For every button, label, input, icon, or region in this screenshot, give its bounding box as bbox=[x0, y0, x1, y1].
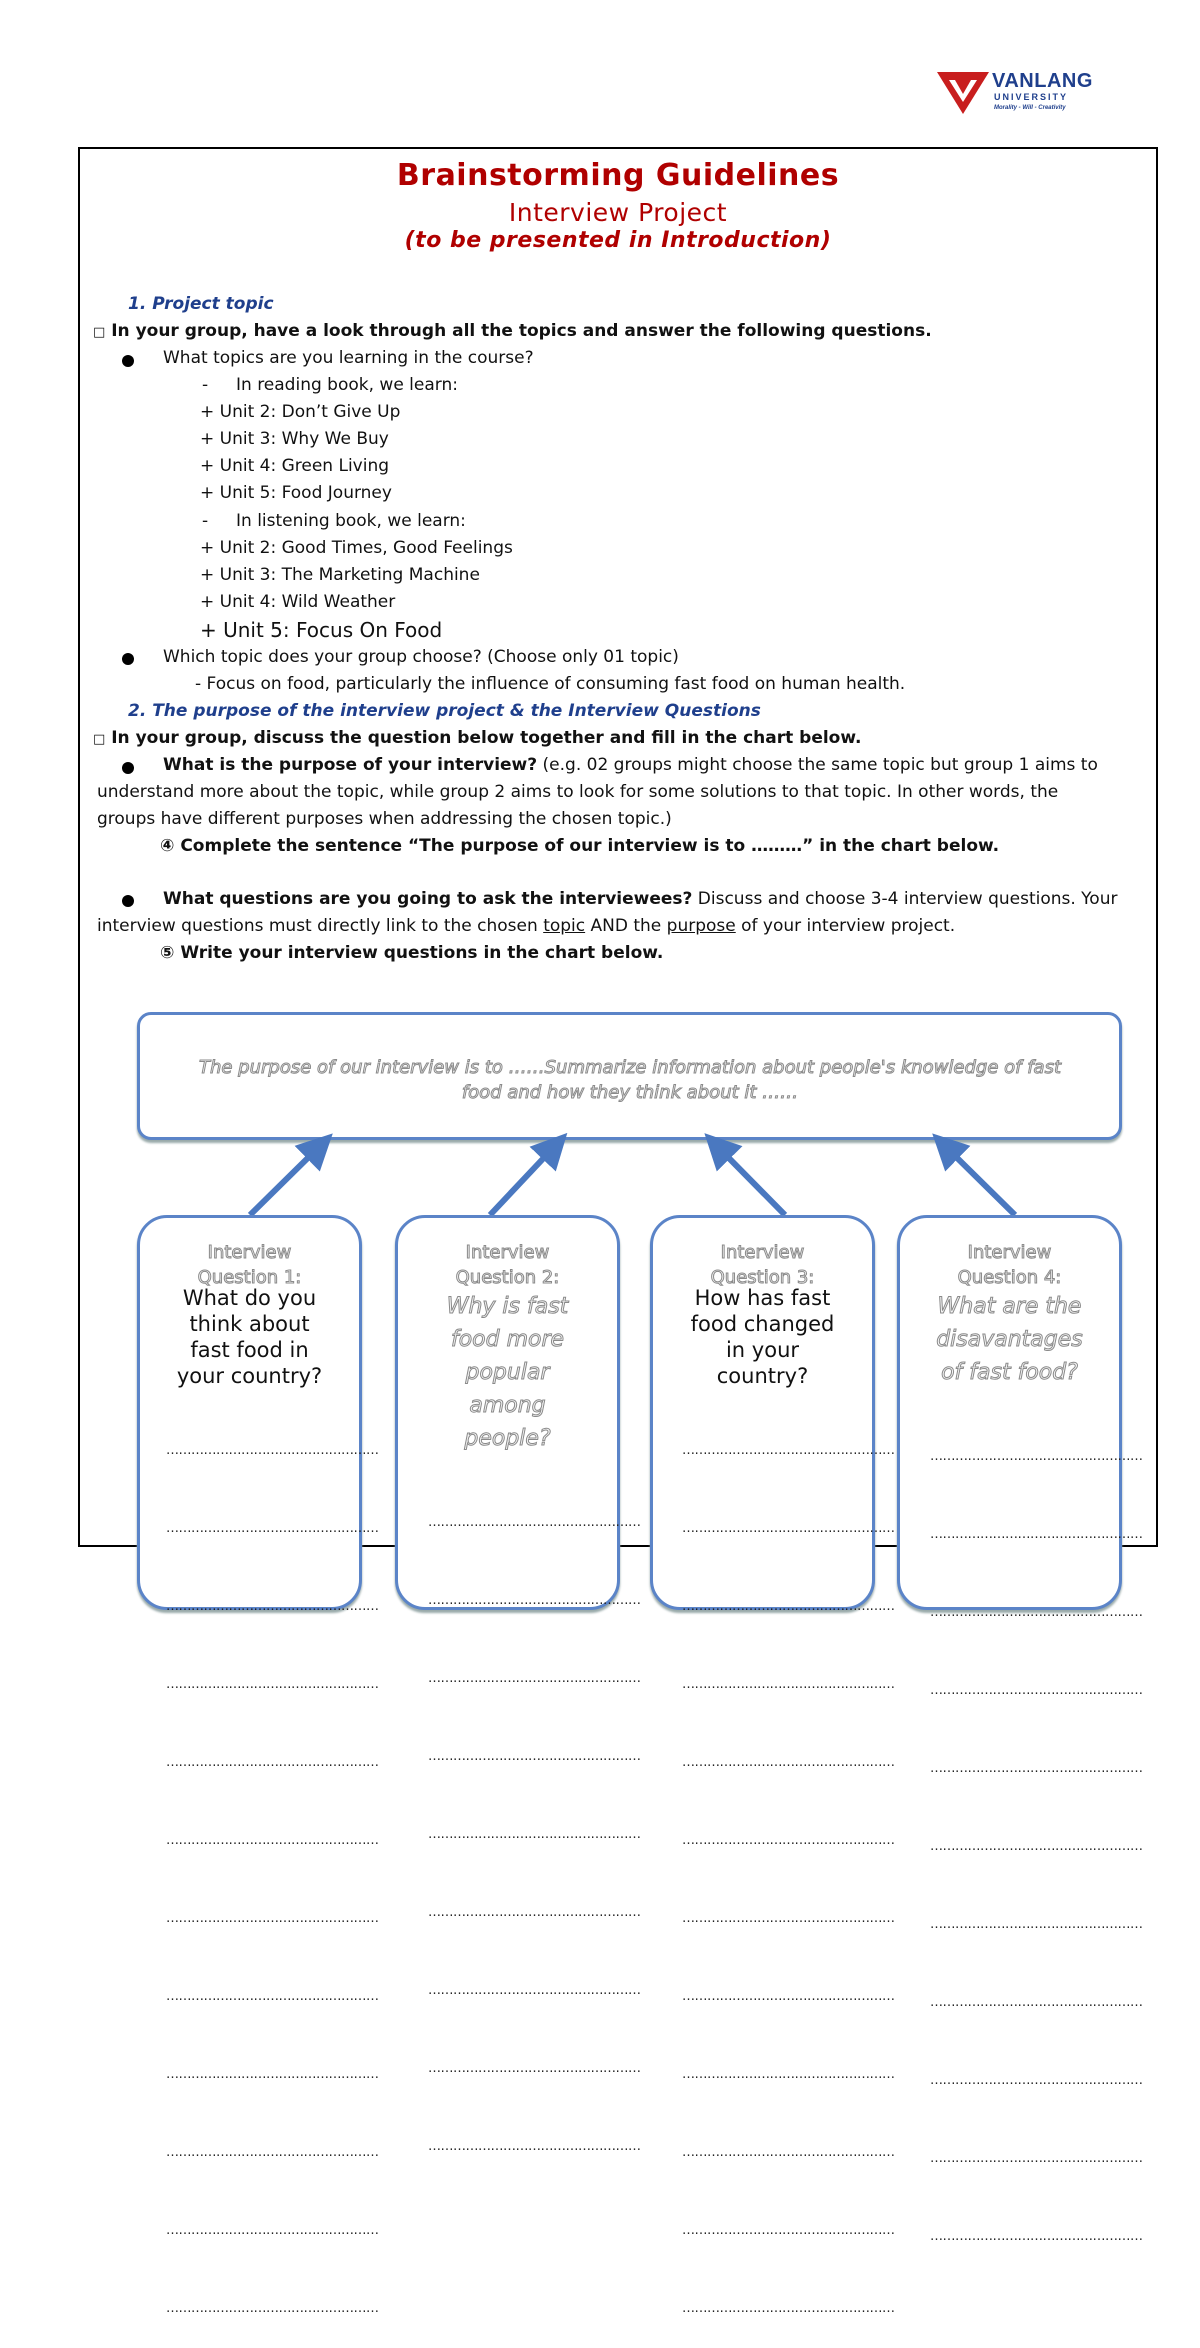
section2-q1-rest: (e.g. 02 groups might choose the same topic but group 1 aims to bbox=[537, 755, 1098, 775]
dot-line: …………………………………………… bbox=[166, 2145, 379, 2160]
dot-line: …………………………………………… bbox=[428, 1515, 641, 1530]
q2-line: Why is fast bbox=[446, 1294, 569, 1319]
q1-line: think about bbox=[189, 1312, 310, 1336]
dot-line: …………………………………………… bbox=[930, 1527, 1143, 1542]
q1-line: What do you bbox=[182, 1286, 317, 1310]
arrow-q1 bbox=[250, 1146, 320, 1215]
dot-line: …………………………………………… bbox=[166, 1677, 379, 1692]
answer-lines-2 bbox=[428, 1458, 641, 2186]
purpose-line2: food and how they think about it …… bbox=[461, 1082, 799, 1103]
dot-line: …………………………………………… bbox=[428, 1983, 641, 1998]
checkbox-icon: □ bbox=[93, 325, 106, 340]
section1-instruction-text: In your group, have a look through all the topics and answer the following questions. bbox=[111, 321, 932, 341]
reading-unit: + Unit 2: Don’t Give Up bbox=[200, 402, 401, 422]
logo-tagline: Morality - Will - Creativity bbox=[994, 105, 1066, 111]
q2-and: AND the bbox=[585, 916, 667, 936]
dot-line: …………………………………………… bbox=[428, 1905, 641, 1920]
dot-line: …………………………………………… bbox=[682, 1599, 895, 1614]
question-3-label bbox=[650, 1240, 875, 1290]
q2-label2: Question 2: bbox=[455, 1267, 560, 1288]
q1-line: fast food in bbox=[190, 1338, 309, 1362]
q3-line: in your bbox=[725, 1338, 800, 1362]
dot-line: …………………………………………… bbox=[930, 2073, 1143, 2088]
section2-heading: 2. The purpose of the interview project & the Interview Questions bbox=[128, 701, 761, 721]
dot-line: …………………………………………… bbox=[682, 2301, 895, 2316]
logo-sub: UNIVERSITY bbox=[994, 92, 1069, 102]
q1-label2: Question 1: bbox=[197, 1267, 302, 1288]
listening-unit: + Unit 2: Good Times, Good Feelings bbox=[200, 538, 513, 558]
arrow-q3 bbox=[717, 1146, 785, 1215]
dot-line: …………………………………………… bbox=[930, 1605, 1143, 1620]
dot-line: …………………………………………… bbox=[166, 1599, 379, 1614]
dot-line: …………………………………………… bbox=[682, 1833, 895, 1848]
q2-label1: Interview bbox=[465, 1242, 550, 1263]
dot-line: …………………………………………… bbox=[682, 1521, 895, 1536]
page-note: (to be presented in Introduction) bbox=[404, 228, 832, 253]
dot-line: …………………………………………… bbox=[682, 2145, 895, 2160]
question-2-label bbox=[395, 1240, 620, 1290]
q3-line: How has fast bbox=[694, 1286, 831, 1310]
arrow-q4 bbox=[945, 1146, 1015, 1215]
dot-line: …………………………………………… bbox=[682, 1443, 895, 1458]
step2-text: Write your interview questions in the chart below. bbox=[180, 943, 664, 963]
page-subtitle: Interview Project bbox=[508, 198, 728, 227]
logo-name: VANLANG bbox=[992, 70, 1093, 92]
question-4-text bbox=[897, 1290, 1122, 1389]
checkbox-icon: □ bbox=[93, 732, 106, 747]
q2-line2-text: interview questions must directly link to the chosen bbox=[97, 916, 544, 936]
q4-line: disavantages bbox=[936, 1327, 1083, 1352]
section1-q1: What topics are you learning in the course? bbox=[163, 348, 534, 368]
section2-q1-line2: understand more about the topic, while group 2 aims to look for some solutions to that topic. In other words, the bbox=[97, 782, 1059, 802]
dot-line: …………………………………………… bbox=[166, 1989, 379, 2004]
q3-label2: Question 3: bbox=[710, 1267, 815, 1288]
dot-line: …………………………………………… bbox=[428, 1827, 641, 1842]
question-2-text bbox=[395, 1290, 620, 1455]
dot-line: …………………………………………… bbox=[166, 2223, 379, 2238]
reading-unit: + Unit 4: Green Living bbox=[200, 456, 390, 476]
dot-line: …………………………………………… bbox=[428, 2139, 641, 2154]
dash-marker: - bbox=[202, 375, 209, 395]
purpose-line1: The purpose of our interview is to ……Summarize information about people's knowledge of fast bbox=[198, 1057, 1062, 1078]
q2-line: food more bbox=[450, 1327, 565, 1352]
dot-line: …………………………………………… bbox=[930, 1761, 1143, 1776]
dot-line: …………………………………………… bbox=[166, 1911, 379, 1926]
dot-line: …………………………………………… bbox=[428, 1593, 641, 1608]
section2-q1-line3: groups have different purposes when addressing the chosen topic.) bbox=[97, 809, 672, 829]
page-title: Brainstorming Guidelines bbox=[396, 158, 840, 193]
listening-intro: In listening book, we learn: bbox=[236, 511, 466, 531]
dot-line: …………………………………………… bbox=[682, 1989, 895, 2004]
step-number-icon: ④ bbox=[160, 836, 175, 856]
step-number-icon: ⑤ bbox=[160, 943, 175, 963]
answer-lines-4 bbox=[930, 1392, 1143, 2276]
section1-heading: 1. Project topic bbox=[128, 294, 274, 314]
dot-line: …………………………………………… bbox=[682, 1755, 895, 1770]
q4-label1: Interview bbox=[967, 1242, 1052, 1263]
dot-line: …………………………………………… bbox=[166, 1833, 379, 1848]
q4-line: What are the bbox=[937, 1294, 1082, 1319]
dot-line: …………………………………………… bbox=[930, 1995, 1143, 2010]
dot-line: …………………………………………… bbox=[682, 1677, 895, 1692]
answer-lines-1 bbox=[166, 1386, 379, 2348]
q4-line: of fast food? bbox=[941, 1360, 1078, 1385]
dash-marker: - bbox=[202, 511, 209, 531]
q3-line: food changed bbox=[690, 1312, 835, 1336]
answer-lines-3 bbox=[682, 1386, 895, 2348]
dot-line: …………………………………………… bbox=[166, 1443, 379, 1458]
q4-label2: Question 4: bbox=[957, 1267, 1062, 1288]
dot-line: …………………………………………… bbox=[930, 2151, 1143, 2166]
dot-line: …………………………………………… bbox=[428, 1749, 641, 1764]
section2-q2-rest: Discuss and choose 3-4 interview questions. Your bbox=[692, 889, 1118, 909]
step1-text: Complete the sentence “The purpose of our interview is to ………” in the chart below. bbox=[180, 836, 1000, 856]
topic-underlined: topic bbox=[543, 916, 586, 936]
dot-line: …………………………………………… bbox=[166, 2067, 379, 2082]
question-1-label bbox=[137, 1240, 362, 1290]
question-4-label bbox=[897, 1240, 1122, 1290]
dot-line: …………………………………………… bbox=[428, 1671, 641, 1686]
listening-unit: + Unit 3: The Marketing Machine bbox=[200, 565, 480, 585]
reading-intro: In reading book, we learn: bbox=[236, 375, 458, 395]
reading-unit: + Unit 3: Why We Buy bbox=[200, 429, 389, 449]
dot-line: …………………………………………… bbox=[930, 1839, 1143, 1854]
topic-answer: - Focus on food, particularly the influence of consuming fast food on human health. bbox=[195, 674, 906, 694]
q3-line: country? bbox=[716, 1364, 809, 1388]
section2-q2-bold: What questions are you going to ask the interviewees? bbox=[163, 889, 693, 909]
q2-line: among bbox=[469, 1393, 546, 1418]
listening-unit-5: + Unit 5: Focus On Food bbox=[200, 618, 443, 642]
section2-q1-bold: What is the purpose of your interview? bbox=[163, 755, 538, 775]
reading-unit: + Unit 5: Food Journey bbox=[200, 483, 392, 503]
dot-line: …………………………………………… bbox=[166, 2301, 379, 2316]
dot-line: …………………………………………… bbox=[930, 1683, 1143, 1698]
purpose-underlined: purpose bbox=[666, 916, 736, 936]
q2-line: popular bbox=[465, 1360, 550, 1385]
q2-line: people? bbox=[464, 1426, 551, 1451]
q1-line: your country? bbox=[176, 1364, 323, 1388]
dot-line: …………………………………………… bbox=[682, 1911, 895, 1926]
dot-line: …………………………………………… bbox=[166, 1521, 379, 1536]
dot-line: …………………………………………… bbox=[166, 1755, 379, 1770]
dot-line: …………………………………………… bbox=[682, 2223, 895, 2238]
dot-line: …………………………………………… bbox=[930, 2229, 1143, 2244]
question-3-text bbox=[650, 1285, 875, 1389]
section1-q2: Which topic does your group choose? (Choose only 01 topic) bbox=[163, 647, 679, 667]
question-1-text bbox=[137, 1285, 362, 1389]
q1-label1: Interview bbox=[207, 1242, 292, 1263]
dot-line: …………………………………………… bbox=[930, 1449, 1143, 1464]
q3-label1: Interview bbox=[720, 1242, 805, 1263]
q2-end: of your interview project. bbox=[735, 916, 956, 936]
arrow-q2 bbox=[490, 1146, 555, 1215]
section2-instruction-text: In your group, discuss the question below together and fill in the chart below. bbox=[111, 728, 862, 748]
dot-line: …………………………………………… bbox=[682, 2067, 895, 2082]
listening-unit: + Unit 4: Wild Weather bbox=[200, 592, 396, 612]
dot-line: …………………………………………… bbox=[428, 2061, 641, 2076]
dot-line: …………………………………………… bbox=[930, 1917, 1143, 1932]
